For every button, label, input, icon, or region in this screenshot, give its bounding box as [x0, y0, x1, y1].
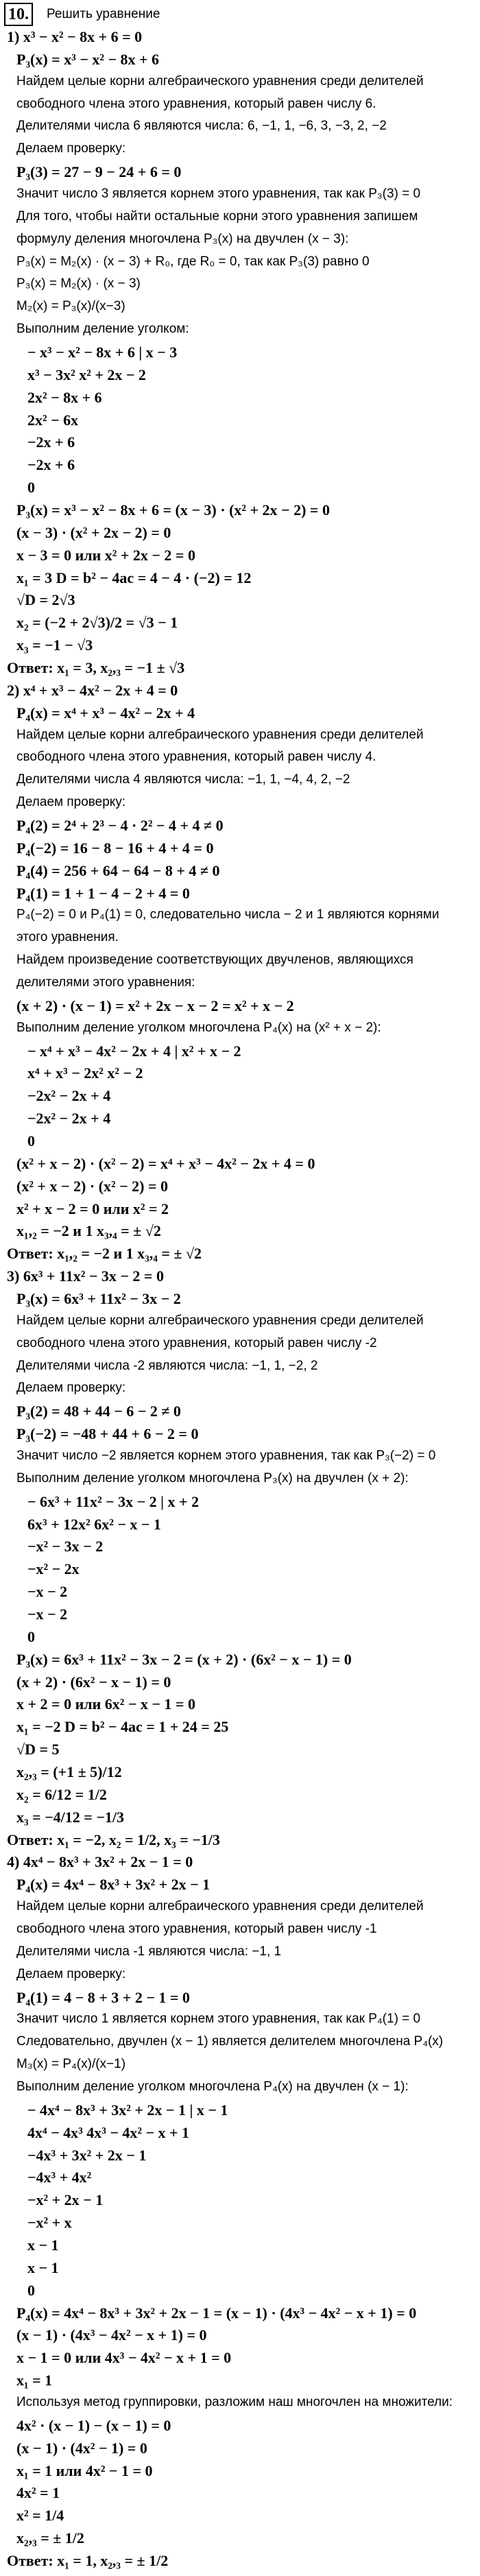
line-p4-r9: x² = 1/4 — [16, 2507, 64, 2524]
line-p3-d7: 0 — [27, 1628, 35, 1645]
line-p2-r4: x₁,₂ = −2 и 1 x₃,₄ = ± √2 — [16, 1222, 161, 1239]
line-p4-d4: −4x³ + 4x² — [27, 2169, 92, 2186]
line-p2-t4: делителями этого уравнения: — [16, 975, 195, 990]
line-p1-head: 1) x³ − x² − 8x + 6 = 0 — [7, 28, 143, 45]
line-p1-r1: P₃(x) = x³ − x² − 8x + 6 = (x − 3) · (x² + 2x − 2) = 0 — [16, 501, 330, 518]
line-p4-r4: x₁ = 1 — [16, 2372, 53, 2389]
line-p3-r8: x₃ = −4/12 = −1/3 — [16, 1809, 124, 1826]
line-p4-r6: (x − 1) · (4x² − 1) = 0 — [16, 2440, 147, 2457]
line-p3-head: 3) 6x³ + 11x² − 3x − 2 = 0 — [7, 1267, 164, 1285]
line-p1-d4: 2x² − 6x — [27, 412, 79, 429]
line-p4-t1: Значит число 1 является корнем этого уравнения, так как P₄(1) = 0 — [16, 2012, 421, 2026]
line-p3-check: Делаем проверку: — [16, 1381, 126, 1395]
line-p2-c2: P₄(−2) = 16 − 8 − 16 + 4 + 4 = 0 — [16, 839, 214, 857]
line-p3-r7: x₂ = 6/12 = 1/2 — [16, 1786, 107, 1803]
line-p1-find: Найдем целые корни алгебраического уравнения среди делителей — [16, 74, 424, 88]
line-p1-ans: Ответ: x₁ = 3, x₂,₃ = −1 ± √3 — [7, 659, 185, 676]
line-p1-d6: −2x + 6 — [27, 456, 75, 473]
line-p3-c1: P₃(2) = 48 + 44 − 6 − 2 ≠ 0 — [16, 1403, 181, 1420]
line-p3-corner: Выполним деление уголком многочлена P₃(x) на двучлен (x + 2): — [16, 1471, 409, 1486]
line-p2-prod: (x + 2) · (x − 1) = x² + 2x − x − 2 = x² + x − 2 — [16, 997, 294, 1014]
line-p2-c1: P₄(2) = 2⁴ + 2³ − 4 · 2² − 4 + 4 ≠ 0 — [16, 817, 224, 834]
line-p1-d7: 0 — [27, 479, 35, 496]
line-p1-f1: P₃(x) = M₂(x) · (x − 3) + R₀, где R₀ = 0, так как P₃(3) равно 0 — [16, 254, 370, 269]
line-p1-f2: P₃(x) = M₂(x) · (x − 3) — [16, 276, 141, 291]
problem-title: Решить уравнение — [47, 7, 160, 21]
line-p2-check: Делаем проверку: — [16, 795, 126, 809]
line-p4-c1: P₄(1) = 4 − 8 + 3 + 2 − 1 = 0 — [16, 1989, 190, 2006]
line-p2-d2: x⁴ + x³ − 2x² x² − 2 — [27, 1064, 143, 1082]
line-p3-find2: свободного члена этого уравнения, который равен числу -2 — [16, 1336, 377, 1350]
line-p4-head: 4) 4x⁴ − 8x³ + 3x² + 2x − 1 = 0 — [7, 1853, 193, 1870]
line-p3-d3: −x² − 3x − 2 — [27, 1538, 104, 1555]
line-p2-d3: −2x² − 2x + 4 — [27, 1087, 111, 1104]
line-p4-r5: 4x² · (x − 1) − (x − 1) = 0 — [16, 2417, 171, 2434]
line-p2-d5: 0 — [27, 1132, 35, 1149]
line-p2-div: Делителями числа 4 являются числа: −1, 1, −4, 4, 2, −2 — [16, 772, 350, 787]
line-p1-check: Делаем проверку: — [16, 141, 126, 156]
line-p2-t3: Найдем произведение соответствующих двучленов, являющихся — [16, 953, 413, 967]
line-p1-r2: (x − 3) · (x² + 2x − 2) = 0 — [16, 524, 171, 541]
line-p1-d1: − x³ − x² − 8x + 6 | x − 3 — [27, 344, 178, 361]
line-p4-r2: (x − 1) · (4x³ − 4x² − x + 1) = 0 — [16, 2326, 207, 2344]
line-p4-r10: x₂,₃ = ± 1/2 — [16, 2529, 84, 2547]
line-p2-r1: (x² + x − 2) · (x² − 2) = x⁴ + x³ − 4x² − 2x + 4 = 0 — [16, 1155, 315, 1172]
line-p4-div: Делителями числа -1 являются числа: −1, 1 — [16, 1944, 282, 1959]
line-p4-d5: −x² + 2x − 1 — [27, 2191, 104, 2208]
line-p2-corner: Выполним деление уголком многочлена P₄(x) на (x² + x − 2): — [16, 1021, 381, 1035]
line-p4-r8: 4x² = 1 — [16, 2484, 60, 2501]
line-p4-t4: Используя метод группировки, разложим наш многочлен на множители: — [16, 2395, 453, 2409]
line-p2-r2: (x² + x − 2) · (x² − 2) = 0 — [16, 1178, 168, 1195]
line-p3-t1: Значит число −2 является корнем этого уравнения, так как P₃(−2) = 0 — [16, 1448, 436, 1463]
line-p3-r5: √D = 5 — [16, 1741, 60, 1758]
line-p3-d4: −x² − 2x — [27, 1560, 80, 1577]
line-p3-d1: − 6x³ + 11x² − 3x − 2 | x + 2 — [27, 1493, 200, 1510]
line-p4-d6: −x² + x — [27, 2214, 72, 2231]
line-p3-d5: −x − 2 — [27, 1583, 68, 1600]
line-p3-r6: x₂,₃ = (+1 ± 5)/12 — [16, 1763, 122, 1780]
line-p1-find2: свободного члена этого уравнения, который равен числу 6. — [16, 97, 376, 111]
line-p2-c3: P₄(4) = 256 + 64 − 64 − 8 + 4 ≠ 0 — [16, 862, 220, 879]
line-p2-find: Найдем целые корни алгебраического уравнения среди делителей — [16, 728, 424, 742]
line-p1-r7: x₃ = −1 − √3 — [16, 636, 93, 654]
line-p4-t3: M₃(x) = P₄(x)/(x−1) — [16, 2057, 126, 2071]
line-p2-d4: −2x² − 2x + 4 — [27, 1110, 111, 1127]
line-p1-r3: x − 3 = 0 или x² + 2x − 2 = 0 — [16, 547, 195, 564]
line-p4-poly: P₄(x) = 4x⁴ − 8x³ + 3x² + 2x − 1 — [16, 1876, 211, 1893]
line-p2-head: 2) x⁴ + x³ − 4x² − 2x + 4 = 0 — [7, 682, 178, 699]
line-p3-ans: Ответ: x₁ = −2, x₂ = 1/2, x₃ = −1/3 — [7, 1831, 220, 1848]
line-p3-div: Делителями числа -2 являются числа: −1, 1, −2, 2 — [16, 1359, 318, 1373]
line-p1-root: Значит число 3 является корнем этого уравнения, так как P₃(3) = 0 — [16, 187, 421, 201]
line-p1-r5: √D = 2√3 — [16, 591, 75, 608]
line-p2-poly: P₄(x) = x⁴ + x³ − 4x² − 2x + 4 — [16, 704, 195, 721]
line-p3-r1: P₃(x) = 6x³ + 11x² − 3x − 2 = (x + 2) · (6x² − x − 1) = 0 — [16, 1651, 352, 1668]
line-p1-r4: x₁ = 3 D = b² − 4ac = 4 − 4 · (−2) = 12 — [16, 569, 252, 586]
line-p4-d1: − 4x⁴ − 8x³ + 3x² + 2x − 1 | x − 1 — [27, 2101, 228, 2119]
line-p4-d9: 0 — [27, 2282, 35, 2299]
line-p1-t2: формулу деления многочлена P₃(x) на двучлен (x − 3): — [16, 232, 349, 246]
line-p1-t1: Для того, чтобы найти остальные корни этого уравнения запишем — [16, 209, 418, 224]
line-p1-div: Делителями числа 6 являются числа: 6, −1, 1, −6, 3, −3, 2, −2 — [16, 119, 387, 133]
line-p4-corner: Выполним деление уголком многочлена P₄(x) на двучлен (x − 1): — [16, 2079, 409, 2094]
line-p3-poly: P₃(x) = 6x³ + 11x² − 3x − 2 — [16, 1290, 181, 1307]
line-p2-t2: этого уравнения. — [16, 930, 119, 944]
line-p3-r3: x + 2 = 0 или 6x² − x − 1 = 0 — [16, 1695, 195, 1713]
line-p2-t1: P₄(−2) = 0 и P₄(1) = 0, следовательно числа − 2 и 1 являются корнями — [16, 907, 440, 922]
problem-number: 10. — [4, 3, 33, 26]
line-p4-find: Найдем целые корни алгебраического уравнения среди делителей — [16, 1899, 424, 1913]
line-p4-check: Делаем проверку: — [16, 1967, 126, 1981]
line-p4-r7: x₁ = 1 или 4x² − 1 = 0 — [16, 2462, 153, 2479]
line-p2-find2: свободного члена этого уравнения, который равен числу 4. — [16, 750, 376, 764]
line-p4-d7: x − 1 — [27, 2237, 59, 2254]
line-p1-f3: M₂(x) = P₃(x)/(x−3) — [16, 299, 125, 313]
line-p4-d3: −4x³ + 3x² + 2x − 1 — [27, 2147, 147, 2164]
line-p4-ans: Ответ: x₁ = 1, x₂,₃ = ± 1/2 — [7, 2552, 169, 2569]
line-p1-r6: x₂ = (−2 + 2√3)/2 = √3 − 1 — [16, 614, 178, 631]
line-p2-c4: P₄(1) = 1 + 1 − 4 − 2 + 4 = 0 — [16, 885, 190, 902]
line-p2-ans: Ответ: x₁,₂ = −2 и 1 x₃,₄ = ± √2 — [7, 1245, 202, 1262]
line-p2-d1: − x⁴ + x³ − 4x² − 2x + 4 | x² + x − 2 — [27, 1042, 241, 1060]
line-p3-r2: (x + 2) · (6x² − x − 1) = 0 — [16, 1673, 171, 1691]
line-p4-r1: P₄(x) = 4x⁴ − 8x³ + 3x² + 2x − 1 = (x − 1) · (4x³ − 4x² − x + 1) = 0 — [16, 2304, 417, 2322]
line-p1-corner: Выполним деление уголком: — [16, 322, 189, 336]
line-p1-p3: P₃(3) = 27 − 9 − 24 + 6 = 0 — [16, 163, 182, 180]
line-p1-d5: −2x + 6 — [27, 433, 75, 451]
line-p3-r4: x₁ = −2 D = b² − 4ac = 1 + 24 = 25 — [16, 1718, 229, 1735]
line-p4-d8: x − 1 — [27, 2259, 59, 2276]
line-p1-poly: P₃(x) = x³ − x² − 8x + 6 — [16, 51, 160, 68]
line-p2-r3: x² + x − 2 = 0 или x² = 2 — [16, 1200, 169, 1217]
line-p4-find2: свободного члена этого уравнения, который равен числу -1 — [16, 1922, 377, 1936]
line-p3-c2: P₃(−2) = −48 + 44 + 6 − 2 = 0 — [16, 1425, 199, 1442]
line-p4-r3: x − 1 = 0 или 4x³ − 4x² − x + 1 = 0 — [16, 2349, 232, 2366]
line-p1-d3: 2x² − 8x + 6 — [27, 389, 102, 406]
line-p3-d6: −x − 2 — [27, 1606, 68, 1623]
line-p4-t2: Следовательно, двучлен (x − 1) является делителем многочлена P₄(x) — [16, 2034, 444, 2049]
line-p3-find: Найдем целые корни алгебраического уравнения среди делителей — [16, 1313, 424, 1328]
line-p3-d2: 6x³ + 12x² 6x² − x − 1 — [27, 1516, 161, 1533]
line-p1-d2: x³ − 3x² x² + 2x − 2 — [27, 366, 146, 383]
line-p4-d2: 4x⁴ − 4x³ 4x³ − 4x² − x + 1 — [27, 2124, 190, 2141]
